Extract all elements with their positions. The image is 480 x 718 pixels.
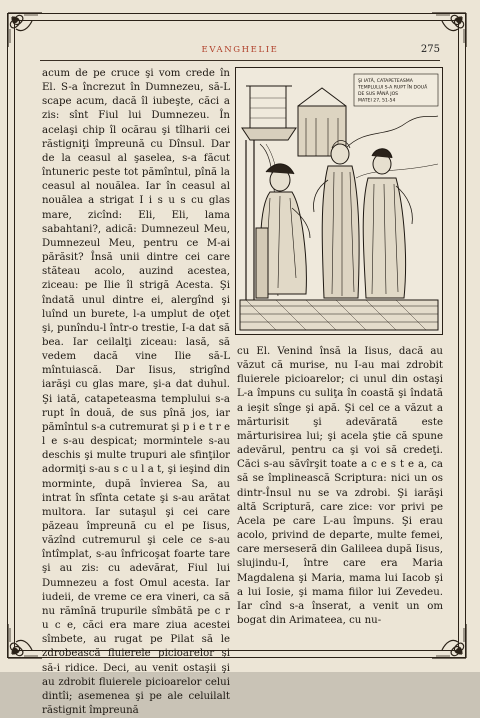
page-number: 275 [420, 44, 440, 55]
crucifixion-scene-engraving [236, 68, 442, 334]
body-text-left: acum de pe cruce şi vom crede în El. S-a încrezut în Dumnezeu, să-L scape acum, dacă îl iubeşte, căci a zis: sînt Fiul lui Dumnezeu. În acelaşi chip îl ocărau şi tîlharii cei răstigniţi împreună cu Dînsul. Dar de la ceasul al şaselea, s-a făcut întuneric peste tot pămîntul, pînă la ceasul al nouălea. Iar în ceasul al nouălea a strigat I i s u s cu glas mare, zicînd: Eli, Eli, lama sabahtani?, adică: Dumnezeul Meu, Dumnezeul Meu, pentru ce M-ai părăsit? Însă unii dintre cei care stăteau acolo, auzind acestea, ziceau: pe Ilie îl strigă Acesta. Şi îndată unul dintre ei, alergînd şi luînd un burete, l-a umplut de oţet şi, punîndu-l într-o trestie, I-a dat să bea. Iar ceilalţi ziceau: lasă, să vedem dacă vine Ilie să-L mîntuiască. Dar Iisus, strigînd iarăşi cu glas mare, şi-a dat duhul. Şi iată, catapeteasma templului s-a rupt în două, de sus pînă jos, iar pămîntul s-a cutremurat şi p i e t r e l e s-au despicat; mormintele s-au deschis şi multe trupuri ale sfinţilor adormiţi s-au s c u l a t, şi ieşind din morminte, după învierea Sa, au intrat în sfînta cetate şi s-au arătat multora. Iar sutaşul şi cei care păzeau împreună cu el pe Iisus, văzînd cutremurul şi cele ce s-au întîmplat, s-au înfricoşat foarte tare şi au zis: cu adevărat, Fiul lui Dumnezeu a fost Omul acesta. Iar iudeii, de vreme ce era vineri, ca să nu rămînă trupurile sîmbătă pe c r u c e, căci era mare ziua acestei sîmbete, au rugat pe Pilat să le zdrobească fluierele picioarelor şi să-i ridice. Deci, au venit ostaşii şi au zdrobit fluierele picioarelor celui dintîi; asemenea şi pe ale celuilalt răstignit împreună [42, 68, 230, 717]
caption-line-3: DE SUS PÂNĂ JOS [358, 92, 399, 97]
running-head: EVANGHELIE [201, 45, 279, 55]
page-header [40, 45, 440, 59]
caption-line-1: ŞI IATĂ, CATAPETEASMA [358, 79, 413, 84]
caption-line-4: MATEI 27, 51-54 [358, 98, 396, 104]
body-text-right: cu El. Venind însă la Iisus, dacă au văzut că murise, nu I-au mai zdrobit fluierele picioarelor; ci unul din ostaşi L-a împuns cu suliţa în coastă şi îndată a ieşit sînge şi apă. Şi cel ce a văzut a mărturisit şi adevărată este mărturisirea lui; şi acela ştie că spune adevărul, pentru ca şi voi să credeţi. Căci s-au săvîrşit toate a c e s t e a, ca să se împlinească Scriptura: nici un os dintr-Însul nu se va zdrobi. Şi iarăşi altă Scriptură, care zice: vor privi pe Acela pe care L-au împuns. Şi erau acolo, privind de departe, multe femei, care merseseră din Galileea după Iisus, slujindu-I, între care era Maria Magdalena şi Maria, mama lui Iacob şi a lui Iosie, şi mama fiilor lui Zevedeu. Iar cînd s-a înserat, a venit un om bogat din Arimateea, cu nu- [237, 346, 443, 626]
caption-line-2: TEMPLULUI S-A RUPT ÎN DOUĂ [358, 85, 428, 91]
right-column [237, 345, 443, 628]
left-column [42, 67, 230, 718]
woodcut-illustration [235, 67, 443, 335]
header-rule [40, 60, 440, 61]
